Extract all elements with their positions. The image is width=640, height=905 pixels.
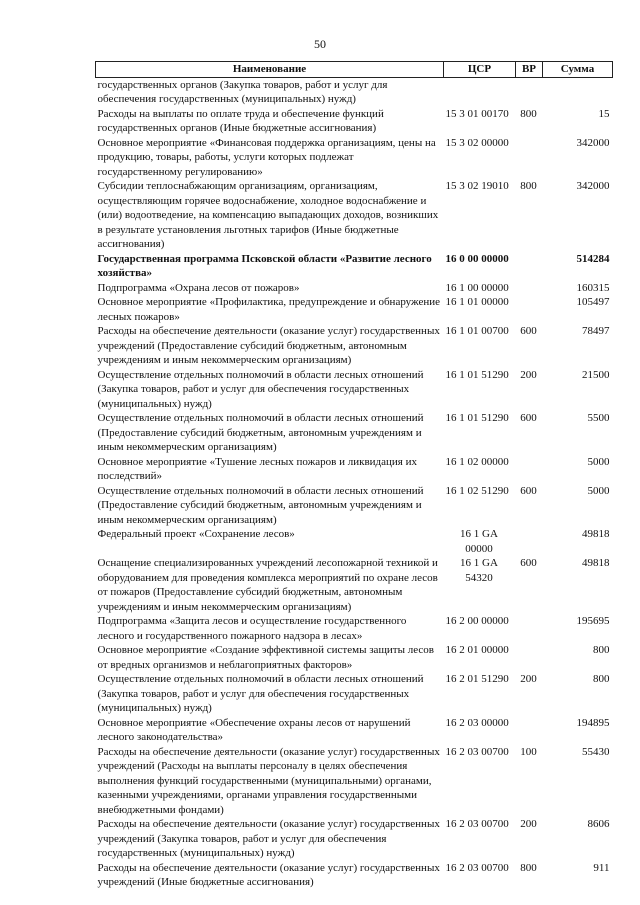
cell-csr: 16 2 03 00700 [445,861,509,874]
cell-sum: 195695 [576,615,610,627]
cell-csr: 16 1 GA 00000 [460,528,498,555]
cell-vr: 800 [520,861,537,874]
header-vr: ВР [516,62,543,78]
cell-sum: 5500 [587,412,610,424]
cell-vr: 600 [520,557,537,569]
cell-sum: 800 [593,673,610,685]
cell-csr: 16 1 02 00000 [445,455,509,468]
cell-name: Осуществление отдельных полномочий в области лесных отношений (Закупка товаров, работ и услуг для обеспечения государственных (муниципальных) нужд) [97,368,424,410]
cell-vr: 800 [520,180,537,192]
cell-vr: 600 [520,484,537,497]
cell-sum: 49818 [582,557,610,569]
cell-vr: 200 [520,818,537,830]
cell-csr: 16 1 01 00700 [445,325,509,337]
cell-vr [516,77,543,107]
table-row [96,745,613,818]
cell-sum: 194895 [576,716,610,729]
table-row [96,614,613,643]
cell-vr: 200 [520,673,537,685]
header-name: Наименование [96,62,444,78]
table-row [96,179,613,252]
cell-name: Расходы на выплаты по оплате труда и обеспечение функций государственных органов (Иные бюджетные ассигнования) [97,107,384,134]
cell-csr: 16 1 01 51290 [445,368,509,381]
cell-csr: 15 3 01 00170 [445,107,509,120]
cell-sum: 5000 [587,455,610,468]
cell-name: Основное мероприятие «Создание эффективной системы защиты лесов от вредных организмов и неблагоприятных факторов» [97,644,434,671]
cell-vr: 600 [520,325,537,337]
table-row [96,672,613,716]
cell-sum [543,77,613,107]
cell-name: Расходы на обеспечение деятельности (оказание услуг) государственных учреждений (Закупка товаров, работ и услуг для обеспечения государственных (муниципальных) нужд) [97,818,440,859]
cell-name: Подпрограмма «Охрана лесов от пожаров» [97,281,300,294]
cell-name: Осуществление отдельных полномочий в области лесных отношений (Предоставление субсидий бюджетным, автономным учреждениям и иным некоммерческим организациям) [97,412,424,453]
cell-csr: 16 2 01 51290 [445,673,509,685]
cell-vr [516,136,543,180]
cell-vr [516,716,543,745]
table-row [96,324,613,368]
cell-csr: 16 1 GA 54320 [460,557,498,584]
table-row [96,643,613,672]
cell-sum: 800 [593,644,610,656]
table-header-row [96,62,613,78]
table-row [96,556,613,614]
table-row [96,527,613,556]
cell-csr [444,77,516,107]
table-row [96,281,613,296]
cell-sum: 160315 [576,281,610,294]
cell-sum: 49818 [582,528,610,540]
cell-sum: 514284 [576,252,610,265]
cell-sum: 911 [593,861,610,874]
table-row [96,484,613,528]
cell-vr [516,614,543,643]
table-row [96,455,613,484]
cell-vr: 100 [520,745,537,758]
budget-table [95,61,613,890]
cell-sum: 342000 [576,180,610,192]
cell-csr: 16 0 00 00000 [445,252,509,265]
cell-sum: 342000 [576,136,610,149]
cell-csr: 15 3 02 19010 [445,180,509,192]
cell-name: Основное мероприятие «Тушение лесных пожаров и ликвидация их последствий» [97,455,417,482]
cell-sum: 15 [598,107,610,120]
table-row [96,861,613,890]
cell-vr [516,455,543,484]
cell-csr: 16 2 00 00000 [445,615,509,627]
cell-sum: 78497 [582,325,610,337]
table-row [96,77,613,107]
cell-name: Осуществление отдельных полномочий в области лесных отношений (Закупка товаров, работ и услуг для обеспечения государственных (муниципальных) нужд) [97,673,424,714]
cell-name: Основное мероприятие «Профилактика, предупреждение и обнаружение лесных пожаров» [97,296,441,323]
cell-name: Расходы на обеспечение деятельности (оказание услуг) государственных учреждений (Иные бюджетные ассигнования) [97,861,440,888]
cell-csr: 16 1 02 51290 [445,484,509,497]
cell-name: Оснащение специализированных учреждений лесопожарной техникой и оборудованием для проведения комплекса мероприятий по охране лесов от пожаров (Предоставление субсидий бюджетным, автономным учреждениям и иным некоммерческим организациям) [97,557,438,613]
table-row [96,716,613,745]
cell-name: Основное мероприятие «Финансовая поддержка организациям, цены на продукцию, товары, работы, услуги которых подлежат государственному регулированию» [97,136,436,178]
cell-vr [516,527,543,556]
cell-csr: 16 1 00 00000 [445,281,509,294]
cell-name: Осуществление отдельных полномочий в области лесных отношений (Предоставление субсидий бюджетным, автономным учреждениям и иным некоммерческим организациям) [97,484,424,526]
cell-name: Федеральный проект «Сохранение лесов» [97,528,295,540]
table-row [96,368,613,412]
cell-sum: 55430 [582,745,610,758]
cell-sum: 105497 [576,296,610,308]
cell-vr: 800 [520,107,537,120]
cell-csr: 15 3 02 00000 [445,136,509,149]
cell-name: Расходы на обеспечение деятельности (оказание услуг) государственных учреждений (Расходы на выплаты персоналу в целях обеспечения выполнения функций государственными (муниципальными) органами, казенными учреждениями, органами управления государственными внебюджетными фондами) [97,745,440,816]
table-row [96,136,613,180]
page-number: 50 [314,37,326,51]
table-row [96,107,613,136]
table-row [96,252,613,281]
cell-vr: 200 [520,368,537,381]
cell-vr [516,643,543,672]
cell-vr [516,252,543,281]
cell-csr: 16 2 03 00700 [445,745,509,758]
cell-vr [516,281,543,296]
cell-name: Подпрограмма «Защита лесов и осуществление государственного лесного и государственного пожарного надзора в лесах» [97,615,407,642]
table-row [96,411,613,455]
cell-name: Основное мероприятие «Обеспечение охраны лесов от нарушений лесного законодательства» [97,716,411,743]
cell-name: Государственная программа Псковской области «Развитие лесного хозяйства» [97,252,432,279]
cell-name: государственных органов (Закупка товаров, работ и услуг для обеспечения государственных (муниципальных) нужд) [97,78,388,105]
cell-name: Расходы на обеспечение деятельности (оказание услуг) государственных учреждений (Предоставление субсидий бюджетным, автономным учреждениям и иным некоммерческим организациям) [97,325,440,366]
cell-csr: 16 1 01 00000 [445,296,509,308]
table-row [96,817,613,861]
cell-sum: 21500 [582,368,610,381]
cell-csr: 16 2 03 00000 [445,716,509,729]
header-csr: ЦСР [444,62,516,78]
cell-csr: 16 2 03 00700 [445,818,509,830]
cell-name: Субсидии теплоснабжающим организациям, организациям, осуществляющим горячее водоснабжение, холодное водоснабжение и (или) водоотведение, на компенсацию выпадающих доходов, возникших в результате установления льготных тарифов (Иные бюджетные ассигнования) [97,180,439,250]
cell-csr: 16 1 01 51290 [445,412,509,424]
header-sum: Сумма [543,62,613,78]
table-row [96,295,613,324]
cell-sum: 5000 [587,484,610,497]
cell-vr: 600 [520,412,537,424]
table-body [96,77,613,890]
cell-sum: 8606 [587,818,610,830]
cell-csr: 16 2 01 00000 [445,644,509,656]
cell-vr [516,295,543,324]
